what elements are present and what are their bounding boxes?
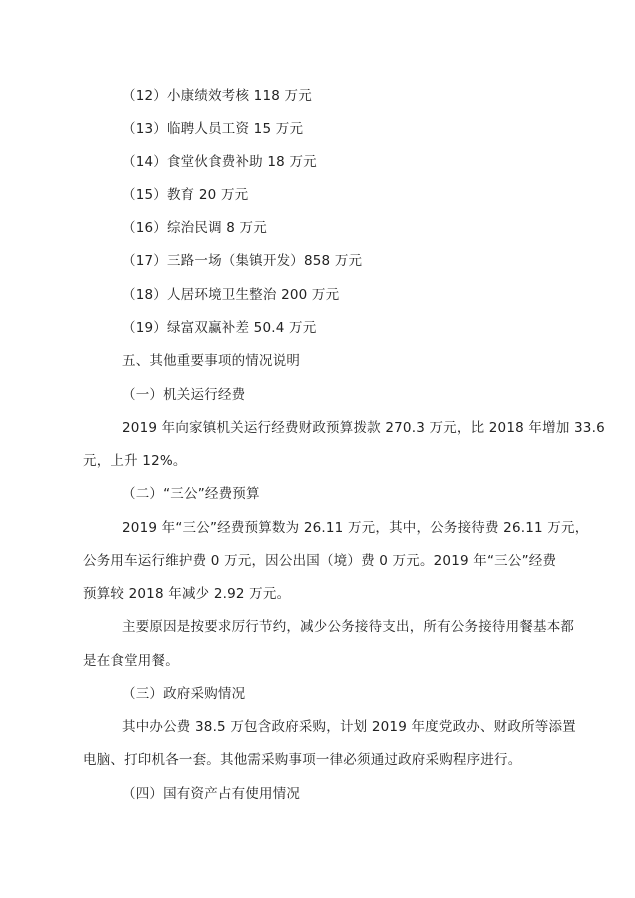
- list-item-14: （14）食堂伙食费补助 18 万元: [122, 154, 317, 170]
- list-item-15: （15）教育 20 万元: [122, 187, 249, 203]
- paragraph-line: 2019 年“三公”经费预算数为 26.11 万元，其中，公务接待费 26.11 万元，: [122, 520, 589, 536]
- paragraph-line: 公务用车运行维护费 0 万元，因公出国（境）费 0 万元。2019 年“三公”经费: [83, 553, 557, 569]
- list-item-12: （12）小康绩效考核 118 万元: [122, 88, 312, 104]
- paragraph-line: 是在食堂用餐。: [83, 653, 179, 669]
- list-item-18: （18）人居环境卫生整治 200 万元: [122, 287, 340, 303]
- paragraph-line: 主要原因是按要求厉行节约，减少公务接待支出，所有公务接待用餐基本都: [122, 619, 575, 635]
- list-item-16: （16）综治民调 8 万元: [122, 220, 267, 236]
- list-item-19: （19）绿富双赢补差 50.4 万元: [122, 320, 317, 336]
- list-item-13: （13）临聘人员工资 15 万元: [122, 121, 304, 137]
- paragraph-line: 预算较 2018 年减少 2.92 万元。: [83, 586, 291, 602]
- subsection-heading-2: （二）“三公”经费预算: [122, 486, 260, 502]
- list-item-17: （17）三路一场（集镇开发）858 万元: [122, 253, 363, 269]
- subsection-heading-4: （四）国有资产占有使用情况: [122, 786, 301, 802]
- subsection-heading-3: （三）政府采购情况: [122, 686, 246, 702]
- section-heading-5: 五、其他重要事项的情况说明: [122, 353, 301, 369]
- subsection-heading-1: （一）机关运行经费: [122, 387, 246, 403]
- paragraph-line: 2019 年向家镇机关运行经费财政预算拨款 270.3 万元，比 2018 年增加 33.6: [122, 420, 605, 436]
- paragraph-line: 其中办公费 38.5 万包含政府采购，计划 2019 年度党政办、财政所等添置: [122, 719, 576, 735]
- paragraph-line: 电脑、打印机各一套。其他需采购事项一律必须通过政府采购程序进行。: [83, 752, 522, 768]
- paragraph-line: 元，上升 12%。: [83, 453, 187, 469]
